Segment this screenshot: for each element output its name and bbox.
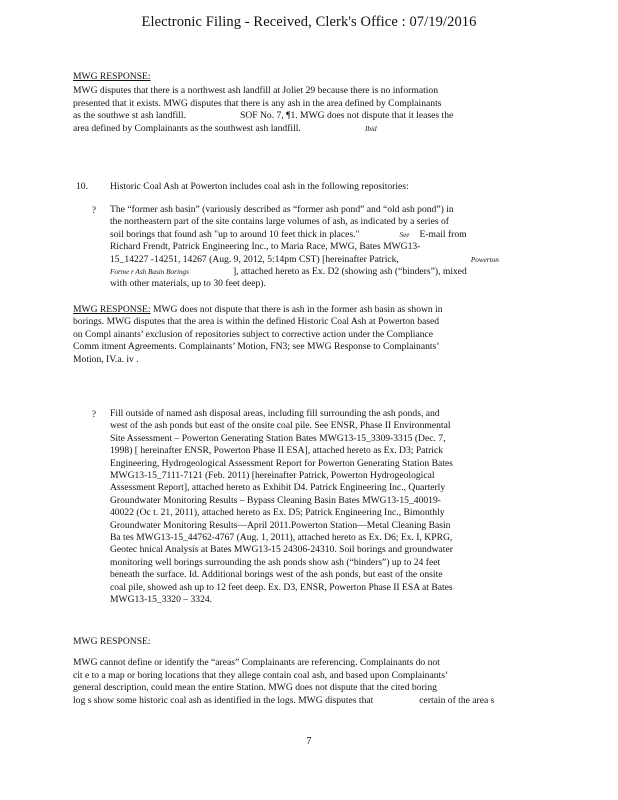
bullet-block-1 xyxy=(110,204,510,291)
bullet-marker: ? xyxy=(92,409,96,419)
text-line: Fill outside of named ash disposal areas, including fill surrounding the ash ponds, and xyxy=(110,408,440,419)
text-line: west of the ash ponds but east of the onsite coal pile. See ENSR, Phase II Environmental xyxy=(110,420,451,432)
response-label: MWG RESPONSE: xyxy=(73,304,151,315)
text-line: Motion, IV.a. iv . xyxy=(73,353,139,365)
text-line: Ba tes MWG13-15_44762-4767 (Aug. 1, 2011), attached hereto as Ex. D6; Ex. I, KPRG, xyxy=(110,532,453,544)
text-line: The “former ash basin” (variously described as “former ash pond” and “old ash pond”) in xyxy=(110,204,454,215)
text-line: Groundwater Monitoring Results—April 2011.Powerton Station—Metal Cleaning Basin xyxy=(110,519,451,531)
response-label: MWG RESPONSE: xyxy=(73,636,151,647)
text-line: Assessment Report], attached hereto as Exhibit D4. Patrick Engineering Inc., Quarterly xyxy=(110,482,446,494)
text-line: monitoring well borings surrounding the ash ponds show ash (“binders”) up to 24 feet xyxy=(110,556,441,568)
text-line: coal pile, showed ash up to 12 feet deep. Ex. D3, ENSR, Powerton Phase II ESA at Bates xyxy=(110,581,453,593)
response-block-1 xyxy=(73,71,513,135)
text-line: Groundwater Monitoring Results – Bypass Cleaning Basin Bates MWG13-15_40019- xyxy=(110,494,441,506)
text-line: Forme r Ash Basin Borings ], attached hereto as Ex. D2 (showing ash (“binders”), mixed xyxy=(110,266,467,278)
ibid-note: Ibid xyxy=(365,125,377,133)
text-line: with other materials, up to 30 feet deep). xyxy=(110,278,266,290)
bullet-block-2 xyxy=(110,408,510,607)
text-line: log s show some historic coal ash as identified in the logs. MWG disputes that certain of the area s xyxy=(73,694,495,706)
bullet-marker: ? xyxy=(92,205,96,215)
text-line: Geotec hnical Analysis at Bates MWG13-15 24306-24310. Soil borings and groundwater xyxy=(110,544,453,556)
page-number: 7 xyxy=(306,736,312,747)
response-block-2 xyxy=(73,304,513,366)
response-label: MWG RESPONSE: xyxy=(73,71,151,82)
text-line: soil borings that found ash "up to around 10 feet thick in places." See E-mail from xyxy=(110,228,467,240)
text-line: Richard Frendt, Patrick Engineering Inc., to Maria Race, MWG, Bates MWG13- xyxy=(110,241,421,253)
filing-header: Electronic Filing - Received, Clerk's Office : 07/19/2016 xyxy=(141,14,477,30)
text-line: MWG disputes that there is a northwest ash landfill at Joliet 29 because there is no information xyxy=(73,85,439,97)
text-line: Site Assessment – Powerton Generating Station Bates MWG13-15_3309-3315 (Dec. 7, xyxy=(110,432,446,444)
item-heading: Historic Coal Ash at Powerton includes coal ash in the following repositories: xyxy=(110,181,409,192)
text-line: the northeastern part of the site contains large volumes of ash, as indicated by a series of xyxy=(110,216,449,228)
text-line: presented that it exists. MWG disputes that there is any ash in the area defined by Complainants xyxy=(73,97,442,109)
text-line: MWG13-15_7111-7121 (Feb. 2011) [hereinafter Patrick, Powerton Hydrogeological xyxy=(110,470,435,482)
text-line: on Compl ainants’ exclusion of repositories subject to corrective action under the Compliance xyxy=(73,328,434,340)
item-number: 10. xyxy=(76,181,88,192)
text-line: general description, could mean the entire Station. MWG does not dispute that the cited boring xyxy=(73,682,437,694)
text-line: 1998) [ hereinafter ENSR, Powerton Phase II ESA], attached hereto as Ex. D3; Patrick xyxy=(110,445,444,457)
text-line: MWG RESPONSE: MWG does not dispute that there is ash in the former ash basin as shown in xyxy=(73,304,443,315)
text-line: 40022 (Oc t. 21, 2011), attached hereto as Ex. D5; Patrick Engineering Inc., Bimonthly xyxy=(110,507,445,519)
text-line: 15_14227 -14251, 14267 (Aug. 9, 2012, 5:14pm CST) [hereinafter Patrick, Powerton xyxy=(110,253,499,265)
text-line: Comm itment Agreements. Complainants’ Motion, FN3; see MWG Response to Complainants’ xyxy=(73,341,440,353)
response-block-3 xyxy=(73,636,533,707)
text-line: MWG cannot define or identify the “areas” Complainants are referencing. Complainants do not xyxy=(73,657,440,669)
text-line: borings. MWG disputes that the area is within the defined Historic Coal Ash at Powerton based xyxy=(73,316,440,328)
text-line: as the southwe st ash landfill. SOF No. 7, ¶1. MWG does not dispute that it leases the xyxy=(73,110,454,122)
text-line: beneath the surface. Id. Additional borings west of the ash ponds, but east of the onsite xyxy=(110,569,443,581)
text-line: MWG13-15_3320 – 3324. xyxy=(110,594,213,606)
text-line: cit e to a map or boring locations that they allege contain coal ash, and based upon Complainants’ xyxy=(73,669,449,681)
text-line: area defined by Complainants as the southwest ash landfill. xyxy=(73,122,301,134)
text-line: Engineering, Hydrogeological Assessment Report for Powerton Generating Station Bates xyxy=(110,457,453,469)
